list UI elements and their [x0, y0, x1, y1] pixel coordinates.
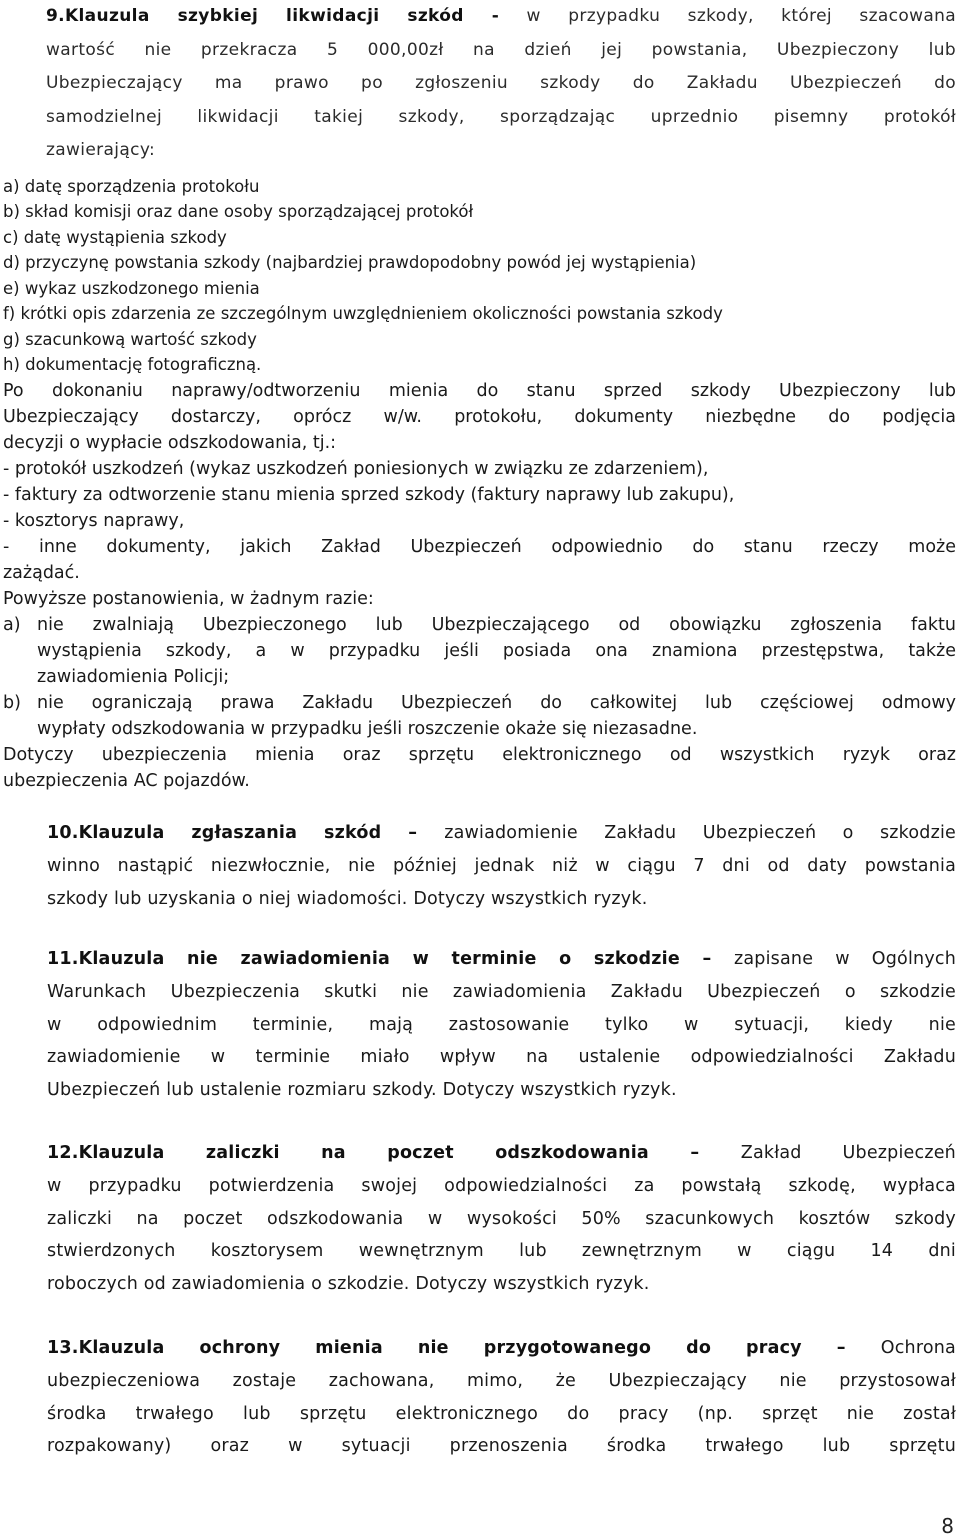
- text-line: wartość nie przekracza 5 000,00zł na dzień jej powstania, Ubezpieczony lub: [46, 39, 956, 60]
- text-line: Dotyczy ubezpieczenia mienia oraz sprzętu elektronicznego od wszystkich ryzyk oraz: [3, 744, 956, 765]
- list-item: f) krótki opis zdarzenia ze szczególnym uwzględnieniem okoliczności powstania szkody: [3, 304, 723, 323]
- list-item: g) szacunkową wartość szkody: [3, 329, 257, 349]
- clause-9-first-line: 9.Klauzula szybkiej likwidacji szkód - w przypadku szkody, której szacowana: [46, 6, 956, 26]
- clause-12-first-line: 12.Klauzula zaliczki na poczet odszkodowania – Zakład Ubezpieczeń: [47, 1143, 956, 1163]
- clause-11: [47, 943, 956, 1107]
- clause-10-first-line: 10.Klauzula zgłaszania szkód – zawiadomienie Zakładu Ubezpieczeń o szkodzie: [47, 823, 956, 843]
- text-line: winno nastąpić niezwłocznie, nie później jednak niż w ciągu 7 dni od daty powstania: [47, 855, 956, 876]
- text-line: zaliczki na poczet odszkodowania w wysokości 50% szacunkowych kosztów szkody: [47, 1208, 956, 1229]
- text-line: roboczych od zawiadomienia o szkodzie. Dotyczy wszystkich ryzyk.: [47, 1274, 650, 1295]
- text-line: ubezpieczenia AC pojazdów.: [3, 770, 250, 791]
- text-line: środka trwałego lub sprzętu elektronicznego do pracy (np. sprzęt nie został: [47, 1403, 956, 1424]
- text-line: zawiadomienia Policji;: [37, 666, 230, 687]
- document-item: - protokół uszkodzeń (wykaz uszkodzeń poniesionych w związku ze zdarzeniem),: [3, 458, 709, 479]
- page-number: 8: [941, 1514, 954, 1538]
- list-item: b) skład komisji oraz dane osoby sporządzającej protokół: [3, 202, 474, 221]
- text-line: wystąpienia szkody, a w przypadku jeśli posiada ona znamiona przestępstwa, także: [37, 640, 956, 661]
- text-line: zażądać.: [3, 562, 80, 583]
- clause-9-title: 9.Klauzula szybkiej likwidacji szkód -: [46, 6, 500, 26]
- condition-a: [3, 612, 956, 690]
- text-line: wypłaty odszkodowania w przypadku jeśli roszczenie okaże się niezasadne.: [37, 718, 698, 739]
- text-line: w przypadku potwierdzenia swojej odpowiedzialności za powstałą szkodę, wypłaca: [47, 1175, 956, 1196]
- clause-13-first-line: 13.Klauzula ochrony mienia nie przygotowanego do pracy – Ochrona: [47, 1338, 956, 1358]
- text-line: w odpowiednim terminie, mają zastosowanie tylko w sytuacji, kiedy nie: [47, 1014, 956, 1035]
- text-line: Ubezpieczeń lub ustalenie rozmiaru szkody. Dotyczy wszystkich ryzyk.: [47, 1080, 677, 1101]
- list-item: e) wykaz uszkodzonego mienia: [3, 278, 260, 298]
- document-item: - kosztorys naprawy,: [3, 510, 185, 531]
- clause-11-title: 11.Klauzula nie zawiadomienia w terminie o szkodzie: [47, 949, 680, 969]
- condition-label: a): [3, 614, 21, 635]
- text-line: zawierający:: [46, 140, 156, 160]
- text-line: rozpakowany) oraz w sytuacji przenoszenia środka trwałego lub sprzętu: [47, 1436, 956, 1457]
- condition-b: [3, 690, 956, 742]
- document-item: - faktury za odtworzenie stanu mienia sprzed szkody (faktury naprawy lub zakupu),: [3, 484, 735, 505]
- text-line: nie ograniczają prawa Zakładu Ubezpieczeń do całkowitej lub częściowej odmowy: [37, 692, 956, 713]
- text-line: decyzji o wypłacie odszkodowania, tj.:: [3, 432, 337, 453]
- condition-label: b): [3, 692, 21, 713]
- text-line: szkody lub uzyskania o niej wiadomości. Dotyczy wszystkich ryzyk.: [47, 888, 648, 909]
- text-line: ubezpieczeniowa zostaje zachowana, mimo, że Ubezpieczający nie przystosował: [47, 1370, 956, 1391]
- text-line: samodzielnej likwidacji takiej szkody, sporządzając uprzednio pisemny protokół: [46, 106, 956, 127]
- text-line: Warunkach Ubezpieczenia skutki nie zawiadomienia Zakładu Ubezpieczeń o szkodzie: [47, 981, 956, 1002]
- list-item: c) datę wystąpienia szkody: [3, 227, 227, 247]
- clause-12: [47, 1137, 956, 1301]
- text-line: Po dokonaniu naprawy/odtworzeniu mienia do stanu sprzed szkody Ubezpieczony lub: [3, 380, 956, 401]
- clause-9-documents: [0, 378, 960, 794]
- list-item: d) przyczynę powstania szkody (najbardziej prawdopodobny powód jej wystąpienia): [3, 253, 697, 272]
- protocol-items-list: [0, 174, 960, 378]
- clause-10-title: 10.Klauzula zgłaszania szkód: [47, 823, 382, 843]
- clause-9-intro: [0, 0, 960, 168]
- list-item: h) dokumentację fotograficzną.: [3, 355, 262, 374]
- clause-11-first-line: 11.Klauzula nie zawiadomienia w terminie o szkodzie – zapisane w Ogólnych: [47, 949, 956, 969]
- text-line: zawiadomienie w terminie miało wpływ na ustalenie odpowiedzialności Zakładu: [47, 1047, 956, 1068]
- text-line: Ubezpieczający dostarczy, oprócz w/w. protokołu, dokumenty niezbędne do podjęcia: [3, 406, 956, 427]
- clause-10: [47, 817, 956, 915]
- clause-13: [47, 1332, 956, 1463]
- text-line: nie zwalniają Ubezpieczonego lub Ubezpieczającego od obowiązku zgłoszenia faktu: [37, 614, 956, 635]
- clause-13-title: 13.Klauzula ochrony mienia nie przygotowanego do pracy: [47, 1338, 802, 1358]
- clause-12-title: 12.Klauzula zaliczki na poczet odszkodowania: [47, 1143, 649, 1163]
- list-item: a) datę sporządzenia protokołu: [3, 176, 260, 196]
- text-line: stwierdzonych kosztorysem wewnętrznym lub zewnętrznym w ciągu 14 dni: [47, 1241, 956, 1262]
- document-item: - inne dokumenty, jakich Zakład Ubezpieczeń odpowiednio do stanu rzeczy może: [3, 536, 956, 557]
- text-line: Powyższe postanowienia, w żadnym razie:: [3, 588, 374, 609]
- text-line: Ubezpieczający ma prawo po zgłoszeniu szkody do Zakładu Ubezpieczeń do: [46, 73, 956, 93]
